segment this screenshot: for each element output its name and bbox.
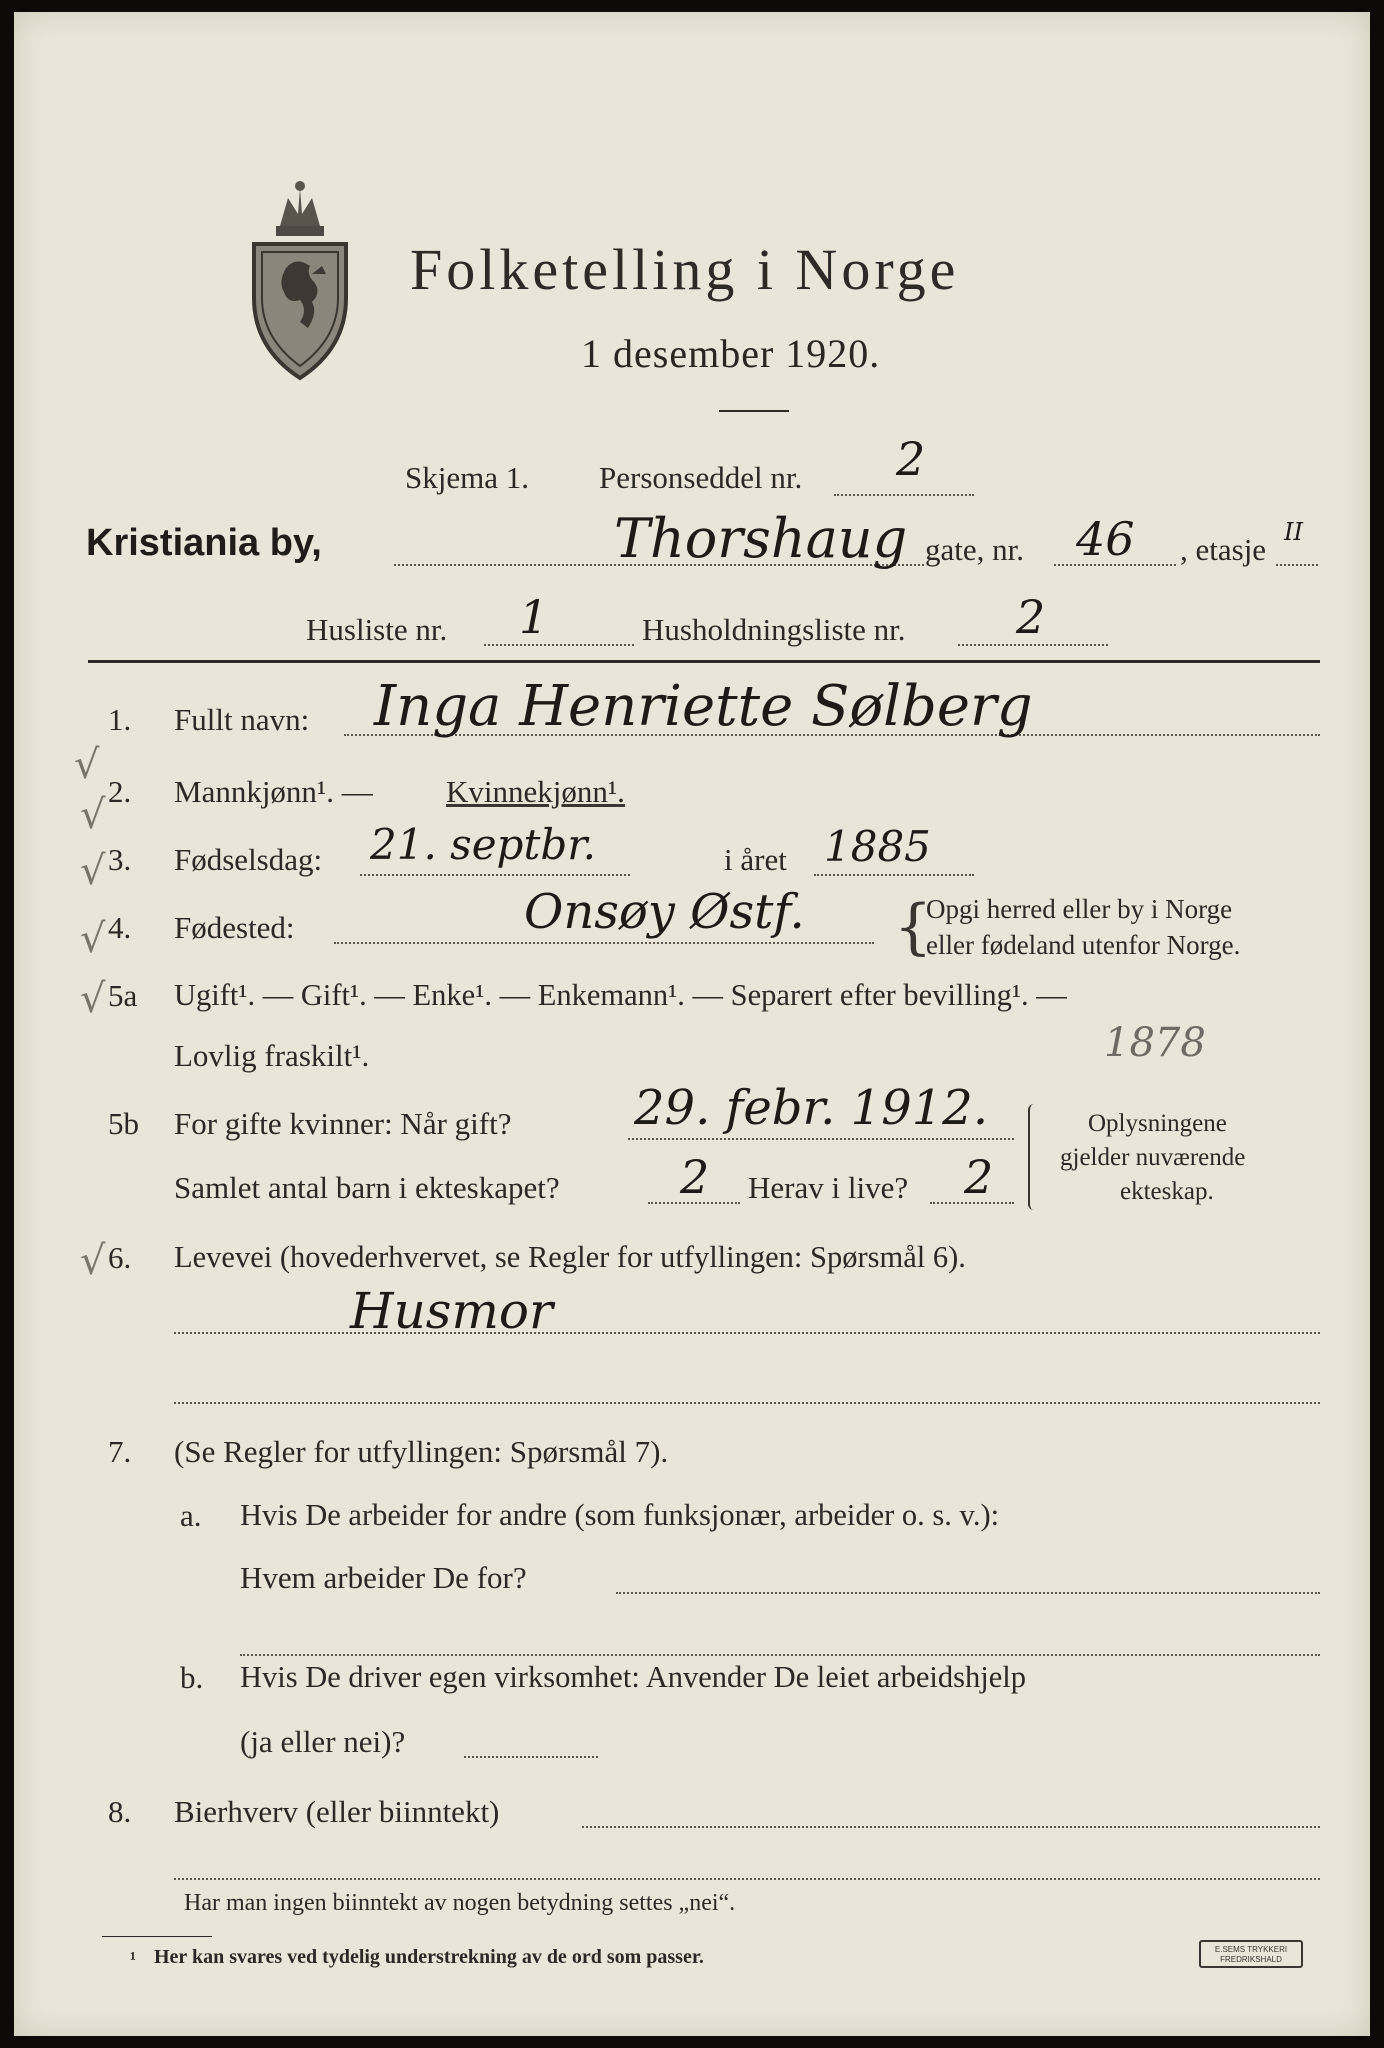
married-when-line — [628, 1138, 1014, 1140]
q1-number: 1. — [108, 702, 132, 737]
check-mark: √ — [74, 742, 100, 788]
birthday-line — [360, 874, 630, 876]
birthday-value[interactable]: 21. septbr. — [370, 820, 597, 869]
husholdning-label: Husholdningsliste nr. — [642, 612, 906, 647]
footnote-marker: ¹ — [130, 1948, 136, 1970]
q7a-letter: a. — [180, 1498, 202, 1533]
check-mark: √ — [80, 976, 106, 1022]
side-income-field[interactable] — [582, 1826, 1320, 1828]
birthplace-note-2: eller fødeland utenfor Norge. — [926, 930, 1241, 960]
q7b-letter: b. — [180, 1660, 204, 1695]
marriage-note-bracket — [1028, 1104, 1040, 1210]
q7-number: 7. — [108, 1434, 132, 1469]
coat-of-arms-emblem — [240, 178, 360, 388]
husholdning-line — [958, 644, 1108, 646]
birthplace-line — [334, 942, 874, 944]
etasje-line — [1276, 564, 1318, 566]
married-when-label: For gifte kvinner: Når gift? — [174, 1106, 512, 1141]
hired-help-field[interactable] — [464, 1756, 598, 1758]
marital-status-options[interactable]: Ugift¹. — Gift¹. — Enke¹. — Enkemann¹. — Separert efter bevilling¹. — — [174, 978, 1067, 1012]
occupation-line-2 — [174, 1402, 1320, 1404]
footnote-divider — [102, 1936, 212, 1937]
q7b-line-1: Hvis De driver egen virksomhet: Anvender De leiet arbeidshjelp — [240, 1660, 1026, 1694]
employer-field[interactable] — [616, 1592, 1320, 1594]
q3-label: Fødselsdag: — [174, 842, 323, 877]
occupation-label: Levevei (hovederhvervet, se Regler for utfyllingen: Spørsmål 6). — [174, 1240, 966, 1274]
q2-female-option[interactable]: Kvinnekjønn¹. — [446, 774, 625, 809]
married-date-value[interactable]: 29. febr. 1912. — [634, 1080, 989, 1136]
q6-number: 6. — [108, 1240, 132, 1275]
check-mark: √ — [80, 1238, 106, 1284]
check-mark: √ — [80, 792, 106, 838]
form-title: Folketelling i Norge — [410, 237, 960, 302]
q2-male-option: Mannkjønn¹. — — [174, 774, 373, 809]
street-value[interactable]: Thorshaug — [614, 507, 908, 570]
marriage-note-3: ekteskap. — [1120, 1178, 1214, 1205]
q7a-line-1: Hvis De arbeider for andre (som funksjonær, arbeider o. s. v.): — [240, 1498, 1000, 1532]
q2-number: 2. — [108, 774, 132, 809]
husliste-value[interactable]: 1 — [519, 590, 549, 644]
census-date: 1 desember 1920. — [581, 331, 881, 376]
occupation-line-1 — [174, 1332, 1320, 1334]
city-label: Kristiania by, — [86, 522, 322, 564]
gate-label: gate, nr. — [925, 532, 1024, 567]
pencil-note: 1878 — [1104, 1020, 1206, 1066]
q1-label: Fullt navn: — [174, 702, 310, 737]
census-form — [14, 12, 1370, 2036]
q7a-line-2: Hvem arbeider De for? — [240, 1560, 527, 1595]
children-label: Samlet antal barn i ekteskapet? — [174, 1170, 560, 1205]
marriage-note-2: gjelder nuværende — [1060, 1144, 1246, 1171]
printer-stamp: E.SEMS TRYKKERI FREDRIKSHALD — [1199, 1940, 1303, 1968]
employer-field-2[interactable] — [240, 1654, 1320, 1656]
marriage-note-1: Oplysningene — [1088, 1110, 1227, 1137]
personseddel-line — [834, 494, 974, 496]
husholdning-value[interactable]: 2 — [1016, 590, 1046, 644]
birth-year-value[interactable]: 1885 — [824, 822, 931, 871]
occupation-value[interactable]: Husmor — [350, 1282, 553, 1340]
footnote-text: Her kan svares ved tydelig understrekning av de ord som passer. — [154, 1946, 704, 1968]
skjema-label: Skjema 1. — [405, 460, 529, 495]
header-divider — [88, 660, 1320, 663]
etasje-value[interactable]: II — [1284, 518, 1303, 546]
husliste-label: Husliste nr. — [306, 612, 448, 647]
etasje-label: , etasje — [1180, 532, 1267, 567]
q8-number: 8. — [108, 1794, 132, 1829]
alive-label: Herav i live? — [748, 1170, 909, 1205]
birthplace-value[interactable]: Onsøy Østf. — [524, 884, 805, 940]
q3-number: 3. — [108, 842, 132, 877]
q7-label: (Se Regler for utfyllingen: Spørsmål 7). — [174, 1434, 669, 1469]
year-line — [814, 874, 974, 876]
husliste-line — [484, 644, 634, 646]
q4-number: 4. — [108, 910, 132, 945]
q5a-number: 5a — [108, 978, 138, 1013]
side-income-field-2[interactable] — [174, 1878, 1320, 1880]
personseddel-value[interactable]: 2 — [896, 432, 926, 486]
street-number-value[interactable]: 46 — [1076, 512, 1135, 566]
marital-status-options-2[interactable]: Lovlig fraskilt¹. — [174, 1038, 370, 1073]
q5b-number: 5b — [108, 1106, 139, 1141]
q7b-line-2: (ja eller nei)? — [240, 1724, 406, 1759]
q4-label: Fødested: — [174, 910, 295, 945]
check-mark: √ — [80, 916, 106, 962]
personseddel-label: Personseddel nr. — [599, 460, 803, 495]
children-value[interactable]: 2 — [680, 1150, 710, 1204]
alive-value[interactable]: 2 — [964, 1150, 994, 1204]
title-divider — [719, 410, 789, 412]
year-label: i året — [724, 842, 787, 877]
full-name-value[interactable]: Inga Henriette Sølberg — [374, 674, 1033, 739]
check-mark: √ — [80, 848, 106, 894]
birthplace-brace: { — [894, 892, 933, 962]
side-income-label: Bierhverv (eller biinntekt) — [174, 1794, 500, 1829]
side-income-note: Har man ingen biinntekt av nogen betydning settes „nei“. — [184, 1890, 736, 1916]
birthplace-note-1: Opgi herred eller by i Norge — [926, 894, 1233, 924]
